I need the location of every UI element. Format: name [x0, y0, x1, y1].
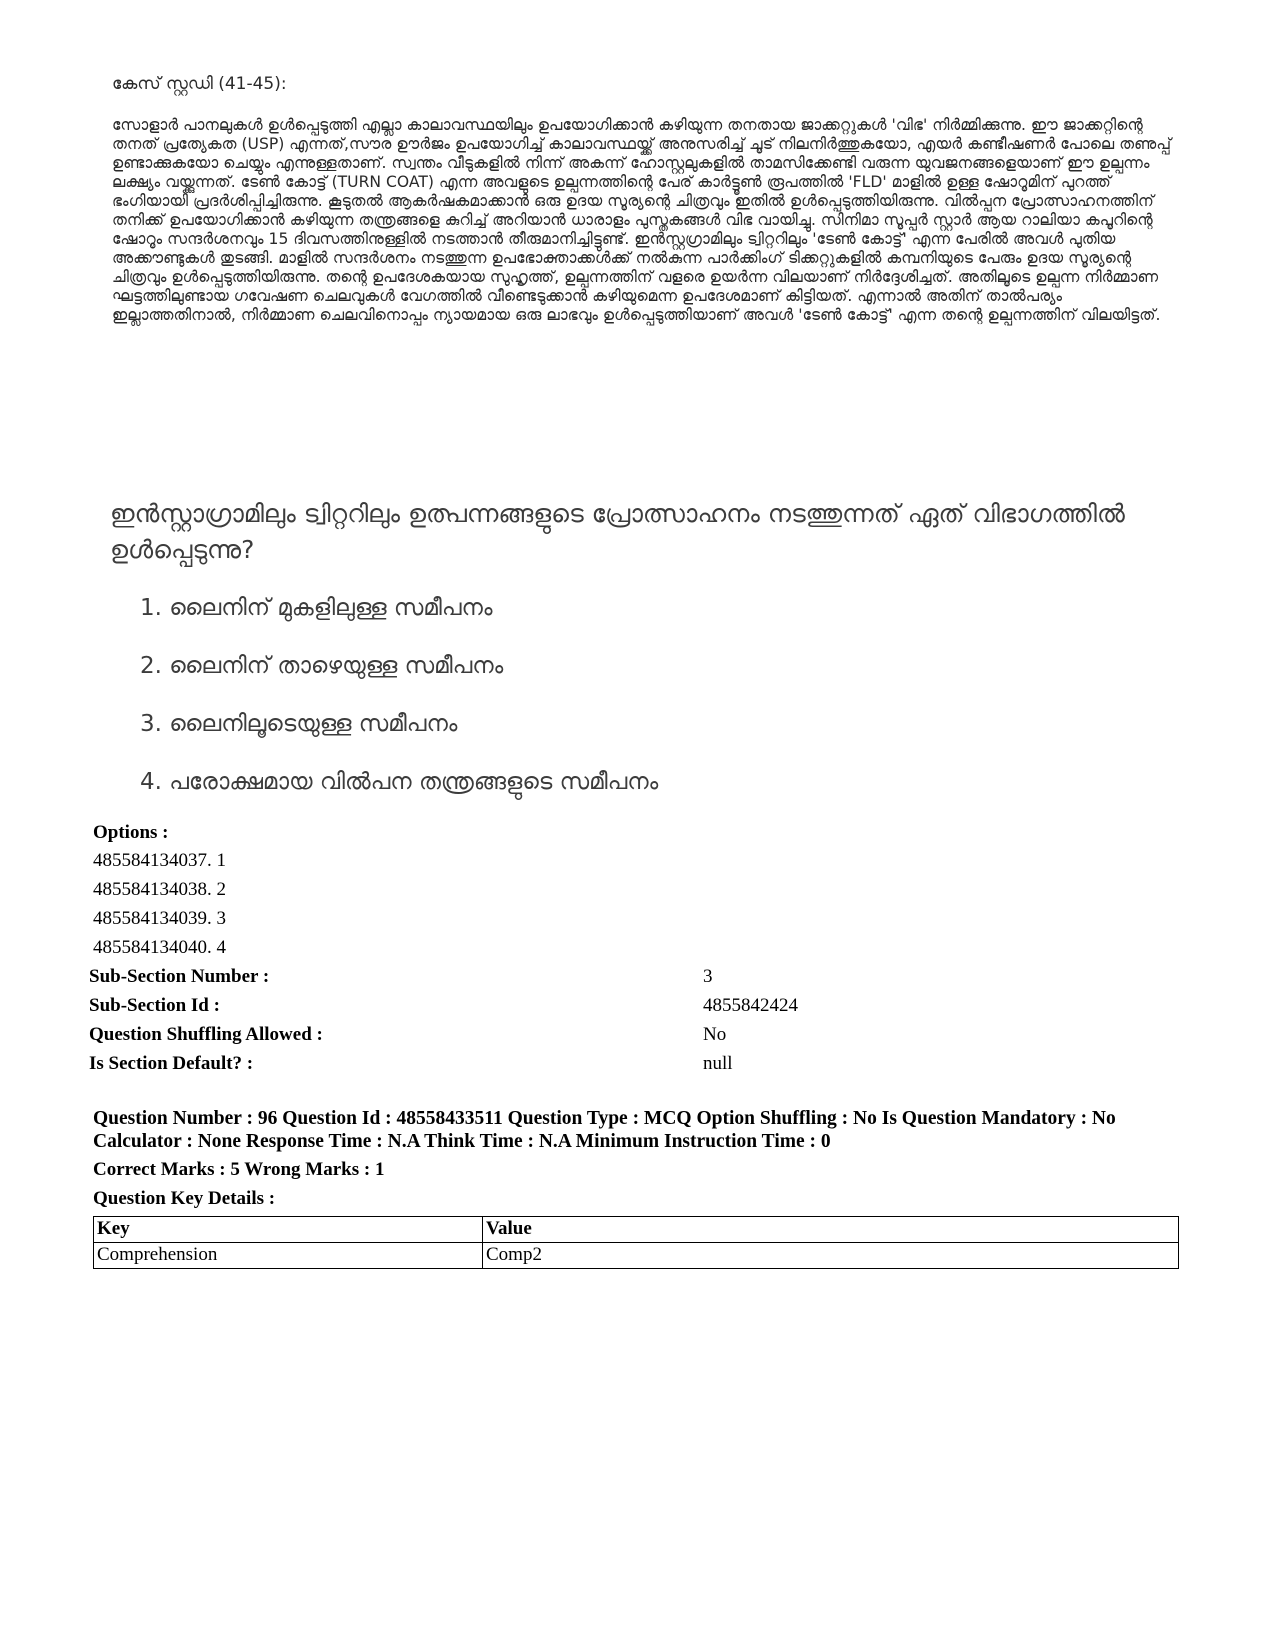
- case-study-title: കേസ് സ്റ്റഡി (41-45):: [112, 74, 287, 94]
- choice-item: 2. ലൈനിന് താഴെയുള്ള സമീപനം: [140, 653, 504, 679]
- case-study-image: [100, 74, 1180, 325]
- choice-list: [110, 588, 1170, 820]
- key-details-label: Question Key Details :: [93, 1188, 276, 1209]
- subsection-number-label: Sub-Section Number :: [89, 966, 270, 987]
- question-image: [110, 496, 1170, 820]
- choice-item: 3. ലൈനിലൂടെയുള്ള സമീപനം: [140, 711, 458, 737]
- table-header-row: [94, 1217, 1179, 1243]
- subsection-id-label: Sub-Section Id :: [89, 995, 220, 1016]
- table-header-value: Value: [483, 1217, 1179, 1243]
- table-row: [94, 1243, 1179, 1269]
- case-study-body: സോളാർ പാനലുകൾ ഉൾപ്പെടുത്തി എല്ലാ കാലാവസ്ഥയിലും ഉപയോഗിക്കാൻ കഴിയുന്ന തനതായ ജാക്കറ്റുകൾ 'വിഭ' നിർമ്മിക്കുന്നു. ഈ ജാക്കറ്റിന്റെ തനത് പ്രത്യേകത (USP) എന്നത്,സൗര ഊർജം ഉപയോഗിച്ച് കാലാവസ്ഥയ്ക്ക് അനുസരിച്ച് ചൂട് നിലനിർത്തുകയോ, എയർ കണ്ടീഷണർ പോലെ തണുപ്പ് ഉണ്ടാക്കുകയോ ചെയ്യും എന്നുള്ളതാണ്. സ്വന്തം വീടുകളിൽ നിന്ന് അകന്ന് ഹോസ്റ്റലുകളിൽ താമസിക്കേണ്ടി വരുന്ന യുവജനങ്ങളെയാണ് ഈ ഉല്പന്നം ലക്ഷ്യം വയ്ക്കുന്നത്. ടേൺ കോട്ട് (TURN COAT) എന്ന അവളുടെ ഉല്പന്നത്തിന്റെ പേര് കാർട്ടൂൺ രൂപത്തിൽ 'FLD' മാളിൽ ഉള്ള ഷോറൂമിന് പുറത്ത് ഭംഗിയായി പ്രദർശിപ്പിച്ചിരുന്നു. കൂടുതൽ ആകർഷകമാക്കാൻ ഒരു ഉദയ സൂര്യന്റെ ചിത്രവും ഇതിൽ ഉൾപ്പെടുത്തിയിരുന്നു. വിൽപ്പന പ്രോത്സാഹനത്തിന് തനിക്ക് ഉപയോഗിക്കാൻ കഴിയുന്ന തന്ത്രങ്ങളെ കുറിച്ച് അറിയാൻ ധാരാളം പുസ്തകങ്ങൾ വിഭ വായിച്ചു. സിനിമാ സൂപ്പർ സ്റ്റാർ ആയ റാലിയാ കപൂറിന്റെ ഷോറൂം സന്ദർശനവും 15 ദിവസത്തിനുള്ളിൽ നടത്താൻ തീരുമാനിച്ചിട്ടുണ്ട്. ഇൻസ്റ്റഗ്രാമിലും ട്വിറ്ററിലും 'ടേൺ കോട്ട്' എന്ന പേരിൽ അവൾ പുതിയ അക്കൗണ്ടുകൾ തുടങ്ങി. മാളിൽ സന്ദർശനം നടത്തുന്ന ഉപഭോക്താക്കൾക്ക് നൽകുന്ന പാർക്കിംഗ് ടിക്കറ്റുകളിൽ കമ്പനിയുടെ പേരും ഉദയ സൂര്യന്റെ ചിത്രവും ഉൾപ്പെടുത്തിയിരുന്നു. തന്റെ ഉപദേശകയായ സുഹൃത്ത്, ഉല്പന്നത്തിന് വളരെ ഉയർന്ന വിലയാണ് നിർദ്ദേശിച്ചത്. അതിലൂടെ ഉല്പന്ന നിർമ്മാണ ഘട്ടത്തിലുണ്ടായ ഗവേഷണ ചെലവുകൾ വേഗത്തിൽ വീണ്ടെടുക്കാൻ കഴിയുമെന്ന ഉപദേശമാണ് കിട്ടിയത്. എന്നാൽ അതിന് താൽപര്യം ഇല്ലാത്തതിനാൽ, നിർമ്മാണ ചെലവിനൊപ്പം ന്യായമായ ഒരു ലാഭവും ഉൾപ്പെടുത്തിയാണ് അവൾ 'ടേൺ കോട്ട്' എന്ന തന്റെ ഉല്പന്നത്തിന് വിലയിട്ടത്.: [112, 116, 1172, 324]
- key-details-table: [93, 1216, 1179, 1269]
- option-item: 485584134038. 2: [93, 879, 226, 900]
- option-item: 485584134040. 4: [93, 937, 226, 958]
- marks-info: Correct Marks : 5 Wrong Marks : 1: [93, 1159, 385, 1180]
- table-cell-key: Comprehension: [94, 1243, 483, 1269]
- subsection-id-value: 4855842424: [703, 995, 798, 1016]
- option-item: 485584134037. 1: [93, 850, 226, 871]
- choice-item: 4. പരോക്ഷമായ വിൽപന തന്ത്രങ്ങളുടെ സമീപനം: [140, 769, 659, 795]
- choice-item: 1. ലൈനിന് മുകളിലുള്ള സമീപനം: [140, 595, 493, 621]
- option-item: 485584134039. 3: [93, 908, 226, 929]
- options-label: Options :: [93, 822, 169, 843]
- table-cell-value: Comp2: [483, 1243, 1179, 1269]
- table-header-key: Key: [94, 1217, 483, 1243]
- section-default-label: Is Section Default? :: [89, 1053, 254, 1074]
- question-shuffling-value: No: [703, 1024, 727, 1045]
- question-shuffling-label: Question Shuffling Allowed :: [89, 1024, 323, 1045]
- question-stem: ഇൻസ്റ്റാഗ്രാമിലും ട്വിറ്ററിലും ഉത്പന്നങ്ങളുടെ പ്രോത്സാഹനം നടത്തുന്നത് ഏത് വിഭാഗത്തിൽ ഉൾപ്പെടുന്നു?: [110, 499, 1125, 564]
- section-default-value: null: [703, 1053, 733, 1074]
- question-info: Question Number : 96 Question Id : 48558433511 Question Type : MCQ Option Shuffling : No Is Question Mandatory : No Calculator : None Response Time : N.A Think Time : N.A Minimum Instruction Time : 0: [93, 1108, 1116, 1152]
- subsection-number-value: 3: [703, 966, 713, 987]
